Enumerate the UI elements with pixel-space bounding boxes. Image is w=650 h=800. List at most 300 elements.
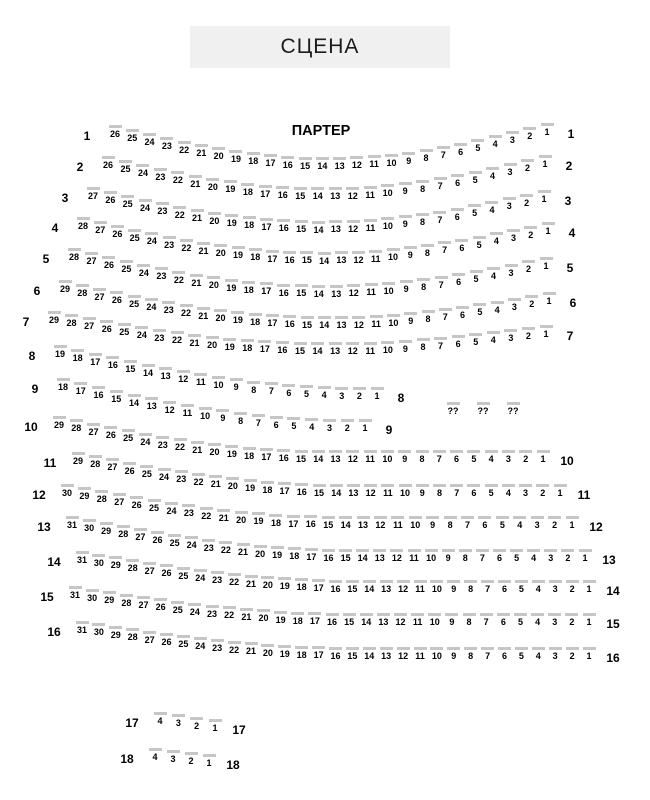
seat[interactable] bbox=[396, 215, 414, 229]
seat[interactable] bbox=[494, 613, 512, 627]
seat[interactable] bbox=[462, 580, 480, 594]
seat[interactable] bbox=[54, 378, 72, 392]
seat[interactable] bbox=[291, 342, 309, 356]
seat[interactable] bbox=[428, 647, 446, 661]
seat[interactable] bbox=[448, 450, 466, 464]
seat[interactable] bbox=[69, 452, 87, 466]
seat[interactable] bbox=[99, 156, 117, 170]
seat[interactable] bbox=[205, 212, 223, 226]
seat[interactable] bbox=[445, 647, 463, 661]
seat[interactable] bbox=[343, 647, 361, 661]
seat[interactable] bbox=[333, 387, 351, 401]
seat[interactable] bbox=[73, 284, 91, 298]
seat[interactable] bbox=[517, 450, 535, 464]
seat[interactable] bbox=[72, 382, 90, 396]
seat[interactable] bbox=[313, 157, 331, 171]
seat[interactable] bbox=[371, 516, 389, 530]
seat[interactable] bbox=[382, 154, 400, 168]
seat[interactable] bbox=[409, 613, 427, 627]
seat[interactable] bbox=[126, 229, 144, 243]
seat[interactable] bbox=[177, 239, 195, 253]
seat[interactable] bbox=[537, 325, 555, 339]
seat[interactable] bbox=[116, 160, 134, 174]
seat[interactable] bbox=[50, 416, 68, 430]
seat[interactable] bbox=[175, 141, 193, 155]
seat[interactable] bbox=[340, 613, 358, 627]
seat[interactable] bbox=[210, 147, 228, 161]
seat[interactable] bbox=[150, 329, 168, 343]
seat[interactable] bbox=[191, 637, 209, 651]
seat[interactable] bbox=[467, 333, 485, 347]
seat[interactable] bbox=[519, 327, 537, 341]
seat[interactable] bbox=[546, 613, 564, 627]
seat[interactable] bbox=[142, 298, 160, 312]
seat[interactable] bbox=[291, 187, 309, 201]
seat[interactable] bbox=[151, 712, 169, 726]
seat[interactable] bbox=[496, 647, 514, 661]
seat[interactable] bbox=[225, 573, 243, 587]
seat[interactable] bbox=[377, 580, 395, 594]
seat[interactable] bbox=[559, 549, 577, 563]
seat[interactable] bbox=[521, 127, 539, 141]
seat[interactable] bbox=[449, 335, 467, 349]
seat[interactable] bbox=[275, 219, 293, 233]
seat[interactable] bbox=[263, 314, 281, 328]
seat[interactable] bbox=[432, 276, 450, 290]
seat[interactable] bbox=[90, 623, 108, 637]
seat[interactable] bbox=[402, 312, 420, 326]
seat[interactable] bbox=[263, 250, 281, 264]
seat[interactable] bbox=[158, 633, 176, 647]
seat[interactable] bbox=[221, 180, 239, 194]
seat[interactable] bbox=[275, 284, 293, 298]
seat[interactable] bbox=[392, 613, 410, 627]
seat[interactable] bbox=[360, 580, 378, 594]
seat[interactable] bbox=[136, 199, 154, 213]
seat[interactable] bbox=[174, 370, 192, 384]
seat[interactable] bbox=[361, 342, 379, 356]
seat[interactable] bbox=[441, 516, 459, 530]
seat[interactable] bbox=[212, 309, 230, 323]
seat[interactable] bbox=[258, 481, 276, 495]
seat[interactable] bbox=[108, 291, 126, 305]
seat[interactable] bbox=[267, 514, 285, 528]
seat[interactable] bbox=[146, 748, 164, 762]
seat[interactable] bbox=[379, 484, 397, 498]
seat[interactable] bbox=[188, 441, 206, 455]
seat[interactable] bbox=[350, 316, 368, 330]
seat[interactable] bbox=[241, 479, 259, 493]
seat[interactable] bbox=[224, 477, 242, 491]
seat[interactable] bbox=[563, 613, 581, 627]
seat[interactable] bbox=[377, 647, 395, 661]
seat[interactable] bbox=[195, 242, 213, 256]
seat[interactable] bbox=[523, 295, 541, 309]
seat[interactable] bbox=[496, 580, 514, 594]
seat[interactable] bbox=[432, 337, 450, 351]
seat[interactable] bbox=[293, 646, 311, 660]
seat[interactable] bbox=[465, 484, 483, 498]
seat[interactable] bbox=[450, 273, 468, 287]
seat[interactable] bbox=[73, 551, 91, 565]
seat[interactable] bbox=[117, 260, 135, 274]
seat[interactable] bbox=[505, 298, 523, 312]
seat[interactable] bbox=[157, 367, 175, 381]
seat[interactable] bbox=[206, 443, 224, 457]
seat[interactable] bbox=[259, 644, 277, 658]
seat[interactable] bbox=[415, 278, 433, 292]
seat[interactable] bbox=[374, 613, 392, 627]
seat[interactable] bbox=[537, 257, 555, 271]
seat[interactable] bbox=[337, 516, 355, 530]
seat[interactable] bbox=[361, 450, 379, 464]
seat[interactable] bbox=[114, 525, 132, 539]
seat[interactable] bbox=[174, 635, 192, 649]
seat[interactable] bbox=[80, 519, 98, 533]
seat[interactable] bbox=[315, 386, 333, 400]
seat[interactable] bbox=[135, 596, 153, 610]
seat[interactable] bbox=[222, 279, 240, 293]
seat[interactable] bbox=[580, 647, 598, 661]
seat[interactable] bbox=[485, 267, 503, 281]
seat[interactable] bbox=[117, 594, 135, 608]
seat[interactable] bbox=[268, 546, 286, 560]
seat[interactable] bbox=[232, 412, 250, 426]
seat[interactable] bbox=[244, 152, 262, 166]
seat[interactable] bbox=[238, 339, 256, 353]
seat[interactable] bbox=[357, 613, 375, 627]
seat[interactable] bbox=[310, 221, 328, 235]
seat[interactable] bbox=[160, 301, 178, 315]
seat[interactable] bbox=[257, 282, 275, 296]
seat[interactable] bbox=[326, 187, 344, 201]
seat[interactable] bbox=[576, 549, 594, 563]
seat[interactable] bbox=[149, 531, 167, 545]
seat[interactable] bbox=[367, 315, 385, 329]
seat[interactable] bbox=[262, 154, 280, 168]
seat[interactable] bbox=[188, 717, 206, 731]
seat[interactable] bbox=[204, 178, 222, 192]
seat[interactable] bbox=[563, 516, 581, 530]
seat[interactable] bbox=[479, 647, 497, 661]
seat[interactable] bbox=[465, 450, 483, 464]
seat[interactable] bbox=[154, 436, 172, 450]
seat[interactable] bbox=[473, 549, 491, 563]
seat[interactable] bbox=[298, 385, 316, 399]
seat[interactable] bbox=[379, 217, 397, 231]
seat[interactable] bbox=[343, 580, 361, 594]
seat[interactable] bbox=[232, 511, 250, 525]
seat[interactable] bbox=[188, 209, 206, 223]
seat[interactable] bbox=[493, 516, 511, 530]
seat[interactable] bbox=[206, 719, 224, 733]
seat[interactable] bbox=[279, 156, 297, 170]
seat[interactable] bbox=[155, 468, 173, 482]
seat[interactable] bbox=[141, 631, 159, 645]
seat[interactable] bbox=[169, 171, 187, 185]
seat[interactable] bbox=[469, 139, 487, 153]
seat[interactable] bbox=[190, 473, 208, 487]
seat[interactable] bbox=[310, 484, 328, 498]
seat[interactable] bbox=[125, 394, 143, 408]
seat[interactable] bbox=[108, 225, 126, 239]
seat[interactable] bbox=[462, 647, 480, 661]
seat[interactable] bbox=[183, 536, 201, 550]
seat[interactable] bbox=[259, 576, 277, 590]
seat[interactable] bbox=[276, 645, 294, 659]
seat[interactable] bbox=[467, 270, 485, 284]
seat[interactable] bbox=[362, 219, 380, 233]
seat[interactable] bbox=[331, 157, 349, 171]
seat[interactable] bbox=[298, 251, 316, 265]
seat[interactable] bbox=[296, 157, 314, 171]
seat[interactable] bbox=[86, 353, 104, 367]
seat[interactable] bbox=[245, 381, 263, 395]
seat[interactable] bbox=[511, 613, 529, 627]
seat[interactable] bbox=[214, 409, 232, 423]
seat[interactable] bbox=[580, 580, 598, 594]
seat[interactable] bbox=[177, 304, 195, 318]
seat[interactable] bbox=[542, 549, 560, 563]
seat[interactable] bbox=[220, 606, 238, 620]
seat[interactable] bbox=[551, 484, 569, 498]
seat[interactable] bbox=[191, 569, 209, 583]
seat[interactable] bbox=[344, 342, 362, 356]
seat[interactable] bbox=[401, 246, 419, 260]
seat[interactable] bbox=[418, 244, 436, 258]
seat[interactable] bbox=[168, 331, 186, 345]
seat[interactable] bbox=[503, 131, 521, 145]
seat[interactable] bbox=[471, 303, 489, 317]
seat[interactable] bbox=[371, 549, 389, 563]
seat[interactable] bbox=[453, 239, 471, 253]
seat[interactable] bbox=[337, 549, 355, 563]
seat[interactable] bbox=[482, 450, 500, 464]
seat[interactable] bbox=[83, 589, 101, 603]
seat[interactable] bbox=[75, 487, 93, 501]
seat[interactable] bbox=[536, 155, 554, 169]
seat[interactable] bbox=[411, 580, 429, 594]
seat[interactable] bbox=[345, 284, 363, 298]
seat[interactable] bbox=[90, 386, 108, 400]
seat[interactable] bbox=[327, 285, 345, 299]
seat[interactable] bbox=[217, 541, 235, 555]
seat[interactable] bbox=[508, 549, 526, 563]
seat[interactable] bbox=[320, 549, 338, 563]
seat[interactable] bbox=[454, 306, 472, 320]
seat[interactable] bbox=[431, 211, 449, 225]
seat[interactable] bbox=[124, 628, 142, 642]
seat[interactable] bbox=[186, 603, 204, 617]
seat[interactable] bbox=[414, 213, 432, 227]
seat[interactable] bbox=[174, 567, 192, 581]
seat[interactable] bbox=[338, 419, 356, 433]
seat[interactable] bbox=[466, 204, 484, 218]
seat[interactable] bbox=[172, 470, 190, 484]
seat[interactable] bbox=[491, 549, 509, 563]
seat[interactable] bbox=[227, 378, 245, 392]
seat[interactable] bbox=[160, 236, 178, 250]
seat[interactable] bbox=[534, 484, 552, 498]
seat[interactable] bbox=[131, 528, 149, 542]
seat[interactable] bbox=[67, 419, 85, 433]
seat[interactable] bbox=[405, 549, 423, 563]
seat[interactable] bbox=[436, 308, 454, 322]
seat[interactable] bbox=[225, 641, 243, 655]
seat[interactable] bbox=[171, 206, 189, 220]
seat[interactable] bbox=[106, 125, 124, 139]
seat[interactable] bbox=[227, 150, 245, 164]
seat[interactable] bbox=[426, 613, 444, 627]
seat[interactable] bbox=[396, 182, 414, 196]
seat[interactable] bbox=[452, 143, 470, 157]
seat[interactable] bbox=[525, 549, 543, 563]
seat[interactable] bbox=[240, 281, 258, 295]
seat[interactable] bbox=[151, 168, 169, 182]
seat[interactable] bbox=[170, 271, 188, 285]
seat[interactable] bbox=[430, 450, 448, 464]
seat[interactable] bbox=[143, 397, 161, 411]
seat[interactable] bbox=[289, 612, 307, 626]
seat[interactable] bbox=[400, 152, 418, 166]
seat[interactable] bbox=[100, 591, 118, 605]
seat[interactable] bbox=[384, 314, 402, 328]
seat[interactable] bbox=[65, 248, 83, 262]
seat[interactable] bbox=[500, 197, 518, 211]
seat[interactable] bbox=[90, 554, 108, 568]
seat[interactable] bbox=[128, 496, 146, 510]
seat[interactable] bbox=[477, 613, 495, 627]
seat[interactable] bbox=[309, 342, 327, 356]
seat[interactable] bbox=[254, 609, 272, 623]
seat[interactable] bbox=[306, 612, 324, 626]
seat[interactable] bbox=[417, 149, 435, 163]
seat[interactable] bbox=[522, 226, 540, 240]
seat[interactable] bbox=[145, 499, 163, 513]
seat[interactable] bbox=[344, 484, 362, 498]
seat[interactable] bbox=[434, 146, 452, 160]
seat[interactable] bbox=[215, 509, 233, 523]
seat[interactable] bbox=[257, 218, 275, 232]
seat[interactable] bbox=[483, 201, 501, 215]
seat[interactable] bbox=[280, 384, 298, 398]
seat[interactable] bbox=[256, 185, 274, 199]
seat[interactable] bbox=[208, 571, 226, 585]
seat[interactable] bbox=[310, 285, 328, 299]
seat[interactable] bbox=[239, 183, 257, 197]
seat[interactable] bbox=[538, 123, 556, 137]
seat[interactable] bbox=[535, 190, 553, 204]
seat[interactable] bbox=[419, 310, 437, 324]
seat[interactable] bbox=[445, 580, 463, 594]
seat[interactable] bbox=[45, 311, 63, 325]
seat[interactable] bbox=[466, 171, 484, 185]
seat[interactable] bbox=[182, 752, 200, 766]
seat[interactable] bbox=[431, 484, 449, 498]
seat[interactable] bbox=[284, 515, 302, 529]
seat[interactable] bbox=[143, 232, 161, 246]
seat[interactable] bbox=[205, 276, 223, 290]
seat[interactable] bbox=[221, 338, 239, 352]
seat[interactable] bbox=[394, 580, 412, 594]
seat[interactable] bbox=[362, 484, 380, 498]
seat[interactable] bbox=[563, 647, 581, 661]
seat[interactable] bbox=[63, 314, 81, 328]
seat[interactable] bbox=[194, 307, 212, 321]
seat[interactable] bbox=[158, 564, 176, 578]
seat-unknown[interactable] bbox=[444, 402, 462, 416]
seat[interactable] bbox=[487, 232, 505, 246]
seat[interactable] bbox=[397, 280, 415, 294]
seat[interactable] bbox=[97, 522, 115, 536]
seat[interactable] bbox=[197, 507, 215, 521]
seat[interactable] bbox=[384, 248, 402, 262]
seat[interactable] bbox=[200, 539, 218, 553]
seat[interactable] bbox=[125, 295, 143, 309]
seat[interactable] bbox=[414, 338, 432, 352]
seat[interactable] bbox=[121, 360, 139, 374]
seat[interactable] bbox=[256, 340, 274, 354]
seat[interactable] bbox=[315, 252, 333, 266]
seat[interactable] bbox=[196, 407, 214, 421]
seat[interactable] bbox=[354, 516, 372, 530]
seat[interactable] bbox=[580, 613, 598, 627]
seat[interactable] bbox=[361, 186, 379, 200]
seat[interactable] bbox=[74, 217, 92, 231]
seat[interactable] bbox=[443, 613, 461, 627]
seat[interactable] bbox=[396, 340, 414, 354]
seat[interactable] bbox=[169, 714, 187, 728]
seat[interactable] bbox=[115, 323, 133, 337]
seat[interactable] bbox=[512, 647, 530, 661]
seat[interactable] bbox=[223, 445, 241, 459]
seat[interactable] bbox=[110, 493, 128, 507]
seat[interactable] bbox=[449, 174, 467, 188]
seat[interactable] bbox=[292, 450, 310, 464]
seat[interactable] bbox=[528, 516, 546, 530]
seat[interactable] bbox=[327, 450, 345, 464]
seat[interactable] bbox=[302, 515, 320, 529]
seat[interactable] bbox=[281, 251, 299, 265]
seat[interactable] bbox=[124, 559, 142, 573]
seat[interactable] bbox=[293, 578, 311, 592]
seat[interactable] bbox=[107, 626, 125, 640]
seat[interactable] bbox=[164, 750, 182, 764]
seat[interactable] bbox=[242, 642, 260, 656]
seat[interactable] bbox=[327, 484, 345, 498]
seat[interactable] bbox=[502, 264, 520, 278]
seat[interactable] bbox=[119, 429, 137, 443]
seat[interactable] bbox=[207, 475, 225, 489]
seat[interactable] bbox=[203, 605, 221, 619]
seat[interactable] bbox=[240, 447, 258, 461]
seat-unknown[interactable] bbox=[474, 402, 492, 416]
seat[interactable] bbox=[424, 516, 442, 530]
seat[interactable] bbox=[119, 195, 137, 209]
seat[interactable] bbox=[354, 549, 372, 563]
seat[interactable] bbox=[323, 613, 341, 627]
seat[interactable] bbox=[476, 516, 494, 530]
seat[interactable] bbox=[257, 448, 275, 462]
seat[interactable] bbox=[273, 341, 291, 355]
seat[interactable] bbox=[141, 562, 159, 576]
seat[interactable] bbox=[100, 256, 118, 270]
seat[interactable] bbox=[344, 450, 362, 464]
seat[interactable] bbox=[240, 216, 258, 230]
seat[interactable] bbox=[448, 484, 466, 498]
seat[interactable] bbox=[298, 316, 316, 330]
seat[interactable] bbox=[414, 180, 432, 194]
